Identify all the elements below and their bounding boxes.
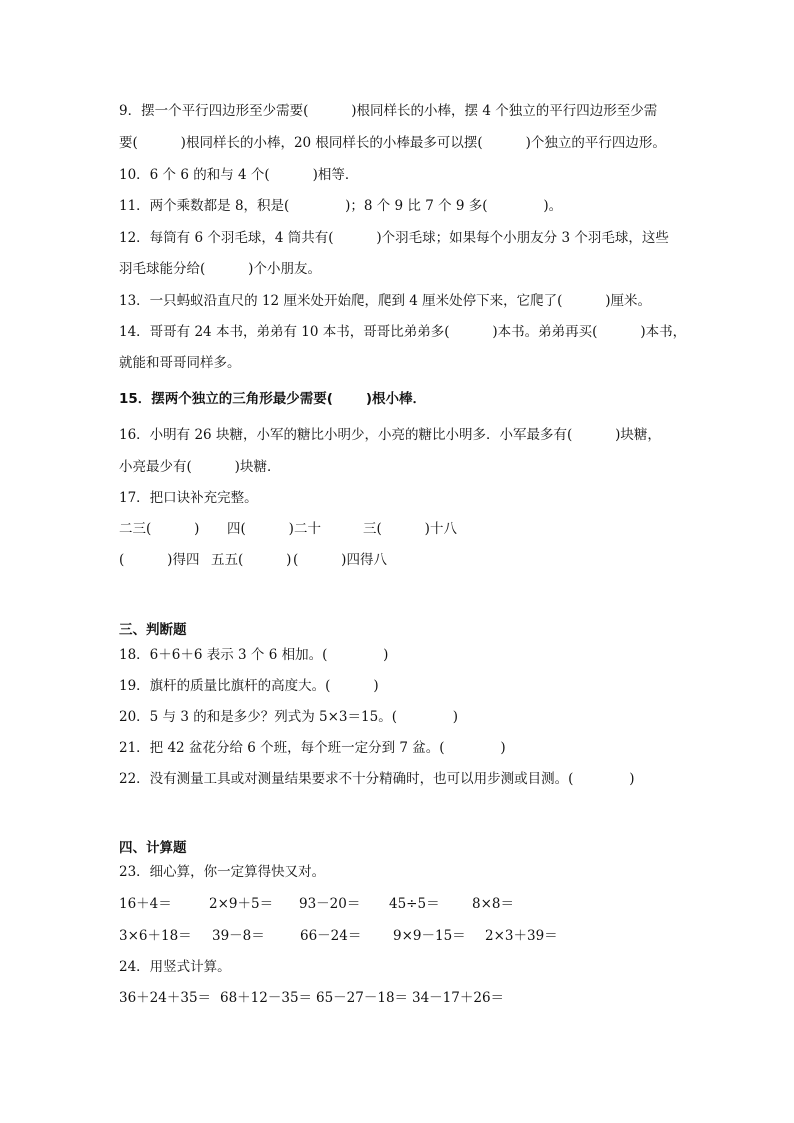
question-20: 20．5 与 3 的和是多少？列式为 5×3＝15。( )	[119, 709, 459, 725]
arithmetic-item: 39－8＝	[212, 928, 265, 944]
section-3-title: 三、判断题	[119, 622, 187, 638]
arithmetic-item: 16＋4＝	[119, 896, 172, 912]
section-4-title: 四、计算题	[119, 840, 187, 856]
question-16-line-2: 小亮最少有( )块糖．	[119, 459, 281, 475]
question-14-line-2: 就能和哥哥同样多。	[119, 355, 241, 371]
vertical-calc-item: 36＋24＋35＝	[119, 990, 212, 1006]
mnemonic-item: 五五( )	[211, 552, 292, 568]
question-24-row	[119, 988, 505, 1088]
question-9-line-2: 要( )根同样长的小棒，20 根同样长的小棒最多可以摆( )个独立的平行四边形。	[119, 135, 666, 151]
question-21: 21．把 42 盆花分给 6 个班，每个班一定分到 7 盆。( )	[119, 740, 506, 756]
question-9-line-1: 9．摆一个平行四边形至少需要( )根同样长的小棒，摆 4 个独立的平行四边形至少需	[119, 103, 658, 119]
question-13: 13．一只蚂蚁沿直尺的 12 厘米处开始爬，爬到 4 厘米处停下来，它爬了( )厘米。	[119, 293, 652, 309]
arithmetic-item: 9×9－15＝	[393, 928, 466, 944]
question-19: 19．旗杆的质量比旗杆的高度大。( )	[119, 678, 379, 694]
arithmetic-item: 3×6＋18＝	[119, 928, 192, 944]
question-17: 17．把口诀补充完整。	[119, 490, 258, 506]
vertical-calc-item: 34－17＋26＝	[412, 990, 505, 1006]
question-22: 22．没有测量工具或对测量结果要求不十分精确时，也可以用步测或目测。( )	[119, 771, 635, 787]
mnemonic-item: 三( )十八	[363, 521, 457, 537]
vertical-calc-item: 68＋12－35＝	[220, 990, 313, 1006]
mnemonic-item: ( )四得八	[293, 552, 387, 568]
arithmetic-item: 2×3＋39＝	[485, 928, 558, 944]
question-14-line-1: 14．哥哥有 24 本书，弟弟有 10 本书，哥哥比弟弟多( )本书。弟弟再买( )本书，	[119, 324, 687, 340]
question-23: 23．细心算，你一定算得快又对。	[119, 864, 326, 880]
question-10: 10．6 个 6 的和与 4 个( )相等．	[119, 167, 359, 183]
arithmetic-item: 8×8＝	[472, 896, 514, 912]
question-18: 18．6＋6＋6 表示 3 个 6 相加。( )	[119, 647, 389, 663]
question-24: 24．用竖式计算。	[119, 959, 231, 975]
arithmetic-item: 45÷5＝	[389, 896, 440, 912]
mnemonic-item: ( )得四	[119, 552, 200, 568]
question-15: 15．摆两个独立的三角形最少需要( )根小棒．	[119, 391, 427, 407]
mnemonic-item: 四( )二十	[227, 521, 321, 537]
arithmetic-item: 93－20＝	[299, 896, 361, 912]
question-16-line-1: 16．小明有 26 块糖，小军的糖比小明少，小亮的糖比小明多．小军最多有( )块糖，	[119, 427, 661, 443]
question-11: 11．两个乘数都是 8，积是( )；8 个 9 比 7 个 9 多( )。	[119, 198, 563, 214]
question-12-line-1: 12．每筒有 6 个羽毛球，4 筒共有( )个羽毛球；如果每个小朋友分 3 个羽毛球，这些	[119, 230, 669, 246]
arithmetic-item: 2×9＋5＝	[209, 896, 274, 912]
question-12-line-2: 羽毛球能分给( )个小朋友。	[119, 261, 321, 277]
vertical-calc-item: 65－27－18＝	[316, 990, 409, 1006]
mnemonic-item: 二三( )	[119, 521, 200, 537]
arithmetic-item: 66－24＝	[300, 928, 362, 944]
